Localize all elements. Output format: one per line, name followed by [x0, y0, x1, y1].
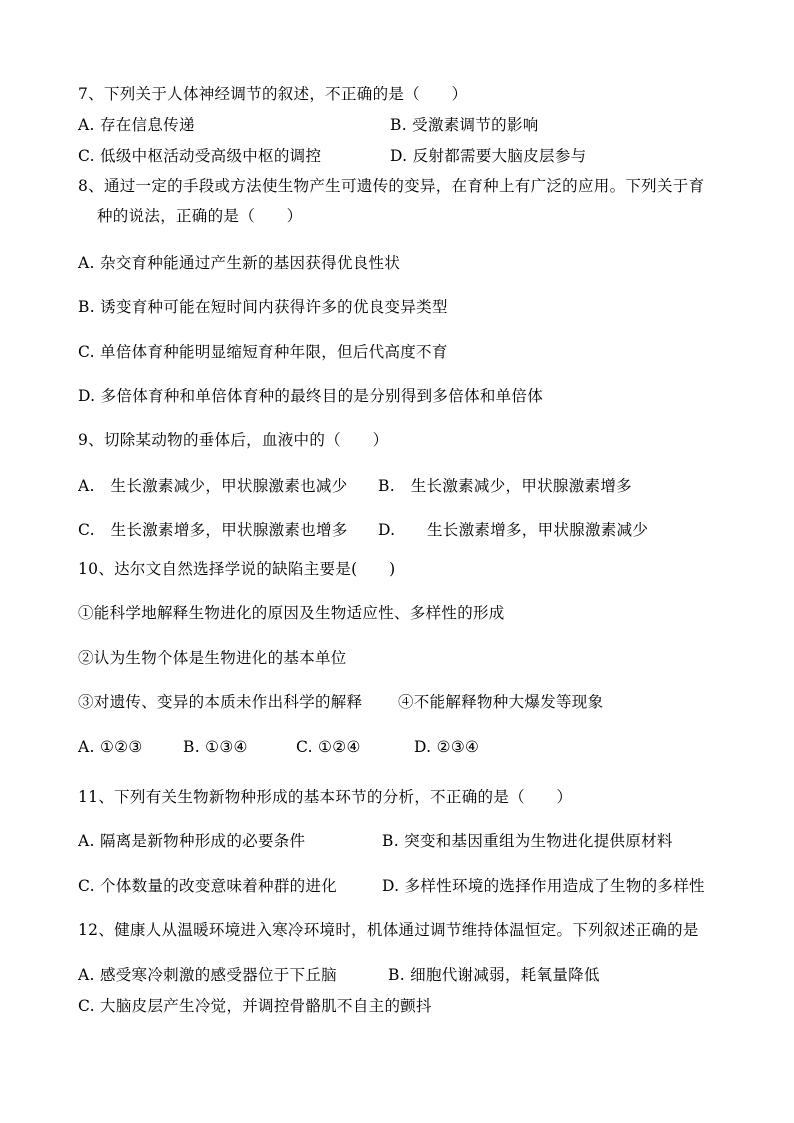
- q12-stem: 12、健康人从温暖环境进入寒冷环境时，机体通过调节维持体温恒定。下列叙述正确的是: [78, 921, 699, 939]
- q8-option-d: D. 多倍体育种和单倍体育种的最终目的是分别得到多倍体和单倍体: [78, 387, 544, 405]
- q12-option-b: B. 细胞代谢减弱，耗氧量降低: [388, 966, 600, 984]
- q8-option-c: C. 单倍体育种能明显缩短育种年限，但后代高度不育: [78, 343, 448, 361]
- q9-option-d: D. 生长激素增多，甲状腺激素减少: [378, 521, 649, 539]
- q10-statement-1: ①能科学地解释生物进化的原因及生物适应性、多样性的形成: [78, 604, 505, 622]
- q12-option-a: A. 感受寒冷刺激的感受器位于下丘脑: [78, 966, 337, 984]
- q10-statement-4: ④不能解释物种大爆发等现象: [398, 693, 604, 711]
- q7-option-c: C. 低级中枢活动受高级中枢的调控: [78, 147, 322, 165]
- q7-option-b: B. 受激素调节的影响: [390, 116, 539, 134]
- q7-option-a: A. 存在信息传递: [78, 116, 195, 134]
- q12-option-c: C. 大脑皮层产生冷觉，并调控骨骼肌不自主的颤抖: [78, 997, 432, 1015]
- q10-option-c: C. ①②④: [296, 738, 361, 756]
- q10-stem: 10、达尔文自然选择学说的缺陷主要是( ): [78, 560, 396, 578]
- q10-option-a: A. ①②③: [78, 738, 143, 756]
- q8-option-b: B. 诱变育种可能在短时间内获得许多的优良变异类型: [78, 298, 448, 316]
- q10-statement-2: ②认为生物个体是生物进化的基本单位: [78, 649, 347, 667]
- q11-option-a: A. 隔离是新物种形成的必要条件: [78, 832, 306, 850]
- q10-option-d: D. ②③④: [414, 738, 480, 756]
- q11-option-d: D. 多样性环境的选择作用造成了生物的多样性: [382, 877, 705, 895]
- q8-stem-line1: 8、通过一定的手段或方法使生物产生可遗传的变异，在育种上有广泛的应用。下列关于育: [78, 177, 705, 195]
- q7-stem: 7、下列关于人体神经调节的叙述，不正确的是（ ）: [78, 85, 468, 103]
- q7-option-d: D. 反射都需要大脑皮层参与: [390, 147, 587, 165]
- q11-stem: 11、下列有关生物新物种形成的基本环节的分析，不正确的是（ ）: [78, 788, 573, 806]
- q9-option-b: B. 生长激素减少，甲状腺激素增多: [378, 477, 632, 495]
- q11-option-c: C. 个体数量的改变意味着种群的进化: [78, 877, 338, 895]
- q9-option-c: C. 生长激素增多，甲状腺激素也增多: [78, 521, 348, 539]
- q10-statement-3: ③对遗传、变异的本质未作出科学的解释: [78, 693, 363, 711]
- q9-stem: 9、切除某动物的垂体后，血液中的（ ）: [78, 431, 389, 449]
- q8-stem-line2: 种的说法，正确的是（ ）: [97, 207, 303, 225]
- q10-option-b: B. ①③④: [183, 738, 248, 756]
- q8-option-a: A. 杂交育种能通过产生新的基因获得优良性状: [78, 254, 401, 272]
- q11-option-b: B. 突变和基因重组为生物进化提供原材料: [382, 832, 673, 850]
- q9-option-a: A. 生长激素减少，甲状腺激素也减少: [78, 477, 348, 495]
